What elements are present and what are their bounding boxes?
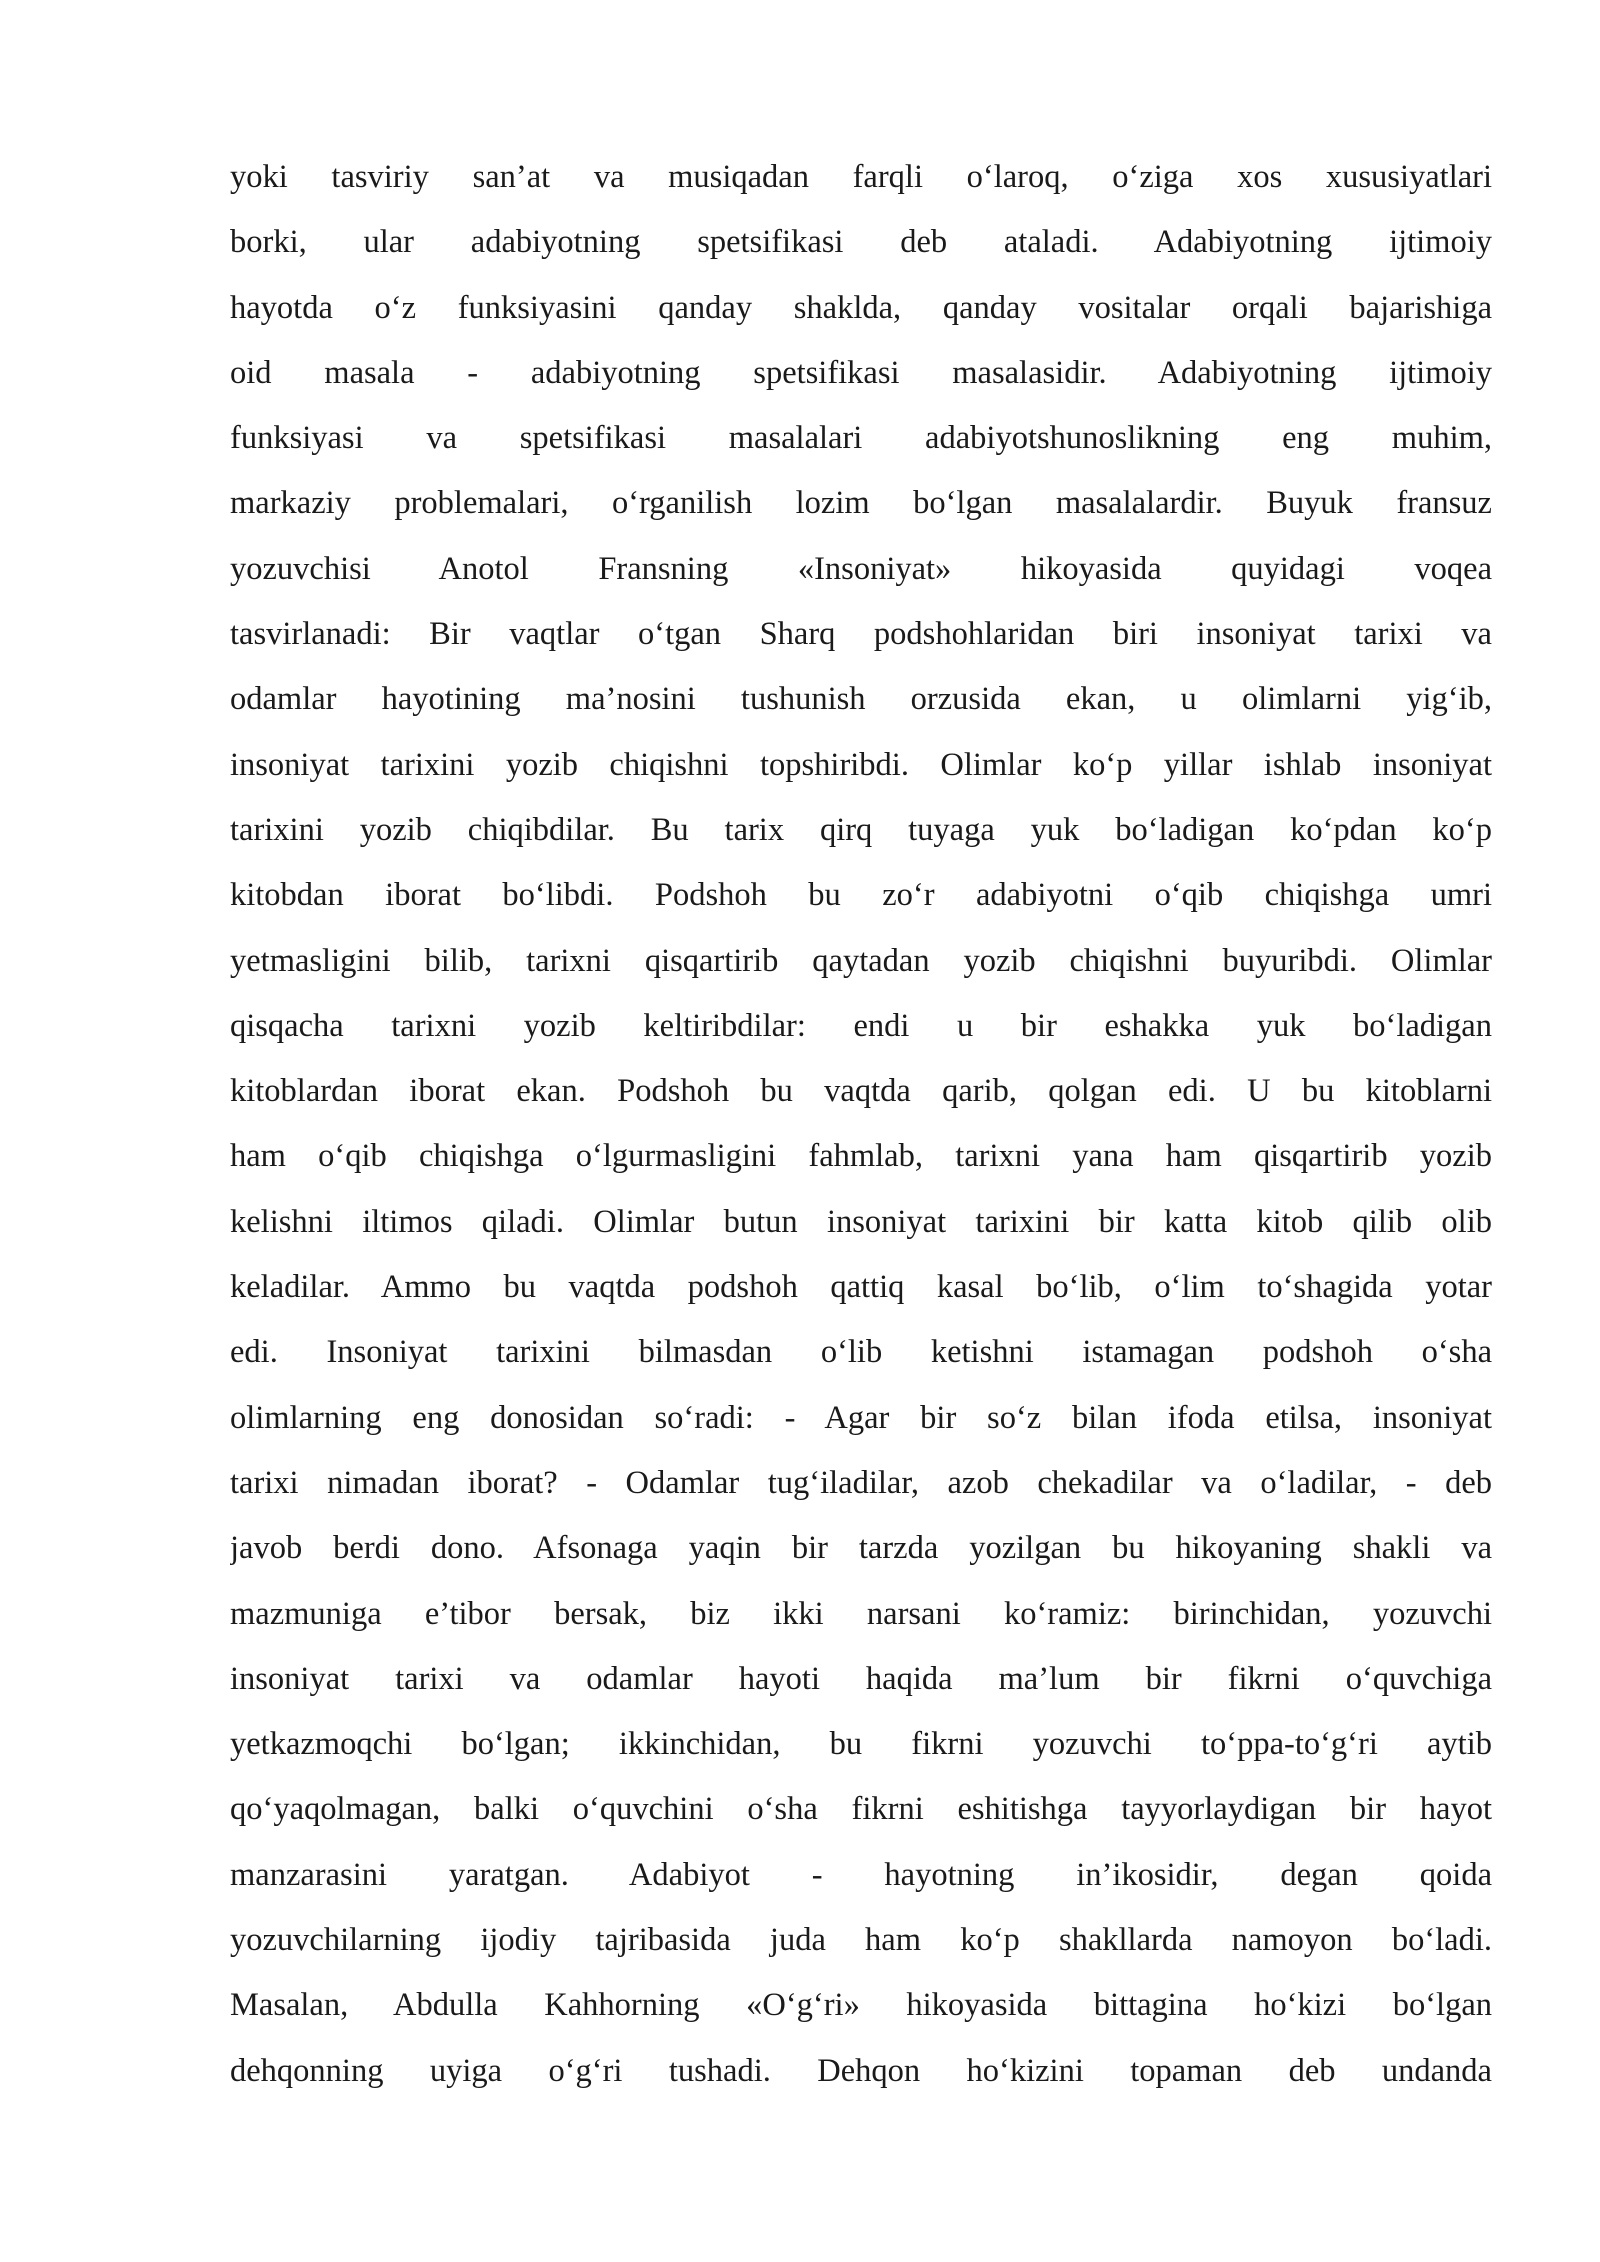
text-line: manzarasini yaratgan. Adabiyot - hayotning in’ikosidir, degan qoida — [230, 1856, 1492, 1893]
text-line: edi. Insoniyat tarixini bilmasdan o‘lib ketishni istamagan podshoh o‘sha — [230, 1334, 1492, 1371]
text-line: qo‘yaqolmagan, balki o‘quvchini o‘sha fikrni eshitishga tayyorlaydigan bir hayot — [230, 1791, 1492, 1828]
text-line: qisqacha tarixni yozib keltiribdilar: endi u bir eshakka yuk bo‘ladigan — [230, 1007, 1492, 1044]
text-line: kitobdan iborat bo‘libdi. Podshoh bu zo‘r adabiyotni o‘qib chiqishga umri — [230, 877, 1492, 914]
text-line: yozuvchilarning ijodiy tajribasida juda ham ko‘p shakllarda namoyon bo‘ladi. — [230, 1922, 1492, 1959]
text-line: kelishni iltimos qiladi. Olimlar butun insoniyat tarixini bir katta kitob qilib olib — [230, 1203, 1492, 1240]
text-line: odamlar hayotining ma’nosini tushunish orzusida ekan, u olimlarni yig‘ib, — [230, 681, 1492, 718]
text-line: keladilar. Ammo bu vaqtda podshoh qattiq kasal bo‘lib, o‘lim to‘shagida yotar — [230, 1269, 1492, 1306]
text-line: ham o‘qib chiqishga o‘lgurmasligini fahmlab, tarixni yana ham qisqartirib yozib — [230, 1138, 1492, 1175]
text-line: mazmuniga e’tibor bersak, biz ikki narsani ko‘ramiz: birinchidan, yozuvchi — [230, 1595, 1492, 1632]
text-line: yoki tasviriy san’at va musiqadan farqli o‘laroq, o‘ziga xos xususiyatlari — [230, 159, 1492, 195]
text-line: insoniyat tarixini yozib chiqishni topshiribdi. Olimlar ko‘p yillar ishlab insoniyat — [230, 746, 1492, 783]
text-line: oid masala - adabiyotning spetsifikasi masalasidir. Adabiyotning ijtimoiy — [230, 354, 1492, 391]
text-line: tasvirlanadi: Bir vaqtlar o‘tgan Sharq podshohlaridan biri insoniyat tarixi va — [230, 616, 1492, 653]
text-line: funksiyasi va spetsifikasi masalalari adabiyotshunoslikning eng muhim, — [230, 420, 1492, 457]
text-line: tarixi nimadan iborat? - Odamlar tug‘iladilar, azob chekadilar va o‘ladilar, - deb — [230, 1464, 1492, 1501]
text-line: dehqonning uyiga o‘g‘ri tushadi. Dehqon ho‘kizini topaman deb undanda — [230, 2052, 1492, 2089]
text-line: tarixini yozib chiqibdilar. Bu tarix qirq tuyaga yuk bo‘ladigan ko‘pdan ko‘p — [230, 811, 1492, 848]
text-line: Masalan, Abdulla Kahhorning «O‘g‘ri» hikoyasida bittagina ho‘kizi bo‘lgan — [230, 1987, 1492, 2024]
text-line: yozuvchisi Anotol Fransning «Insoniyat» hikoyasida quyidagi voqea — [230, 550, 1492, 587]
text-line: olimlarning eng donosidan so‘radi: - Agar bir so‘z bilan ifoda etilsa, insoniyat — [230, 1399, 1492, 1436]
text-line: insoniyat tarixi va odamlar hayoti haqida ma’lum bir fikrni o‘quvchiga — [230, 1660, 1492, 1697]
text-line: yetmasligini bilib, tarixni qisqartirib qaytadan yozib chiqishni buyuribdi. Olimlar — [230, 942, 1492, 979]
body-text — [230, 150, 1492, 2109]
text-line: markaziy problemalari, o‘rganilish lozim bo‘lgan masalalardir. Buyuk fransuz — [230, 485, 1492, 522]
text-line: javob berdi dono. Afsonaga yaqin bir tarzda yozilgan bu hikoyaning shakli va — [230, 1530, 1492, 1567]
text-line: kitoblardan iborat ekan. Podshoh bu vaqtda qarib, qolgan edi. U bu kitoblarni — [230, 1073, 1492, 1110]
text-line: hayotda o‘z funksiyasini qanday shaklda, qanday vositalar orqali bajarishiga — [230, 289, 1492, 326]
text-line: borki, ular adabiyotning spetsifikasi deb ataladi. Adabiyotning ijtimoiy — [230, 224, 1492, 261]
text-line: yetkazmoqchi bo‘lgan; ikkinchidan, bu fikrni yozuvchi to‘ppa-to‘g‘ri aytib — [230, 1726, 1492, 1763]
